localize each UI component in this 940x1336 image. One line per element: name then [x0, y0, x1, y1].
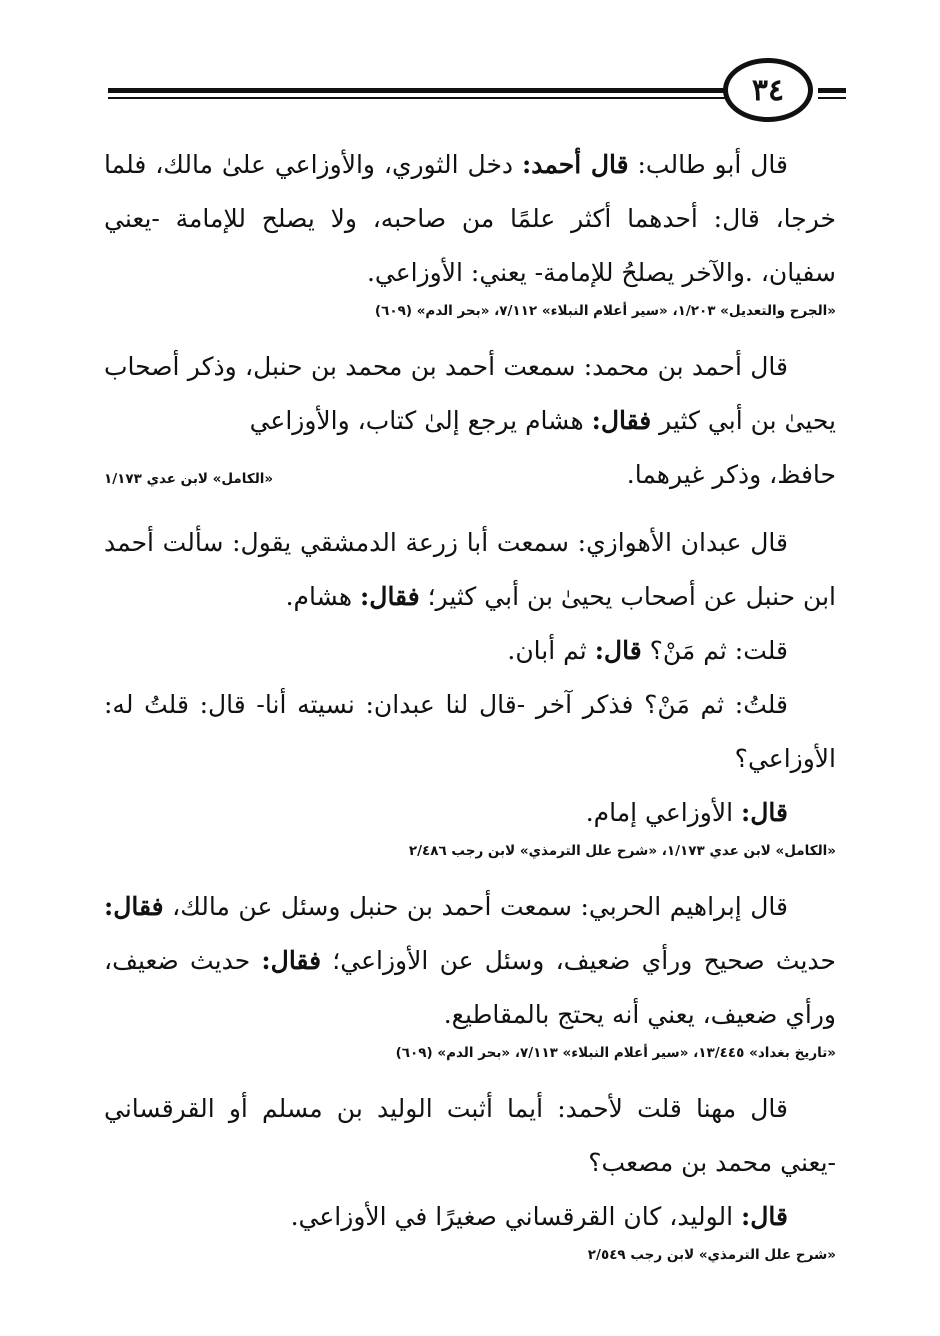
entry-3-p1-after: هشام. — [285, 582, 361, 611]
entry-2-lastline — [104, 448, 836, 502]
entry-3-p2-b: ثم أبان. — [507, 636, 595, 665]
entry-3-p4-after: الأوزاعي إمام. — [585, 798, 742, 827]
entry-3-p4-label: قال: — [741, 798, 788, 827]
header-rule-right-thick — [818, 88, 846, 93]
entry-4-text — [104, 880, 836, 1042]
page-body — [104, 138, 836, 1284]
entry-4-b: حديث صحيح ورأي ضعيف، وسئل عن الأوزاعي؛ — [321, 946, 836, 975]
entry-3-p2-a: قلت: ثم مَنْ؟ — [641, 636, 788, 665]
entry-1-citation: «الجرح والتعديل» ١/٢٠٣، «سير أعلام النبلاء» ٧/١١٢، «بحر الدم» (٦٠٩) — [374, 303, 836, 319]
entry-4-citation: «تاريخ بغداد» ١٣/٤٤٥، «سير أعلام النبلاء» ٧/١١٣، «بحر الدم» (٦٠٩) — [395, 1045, 836, 1061]
entry-3-p2-label: قال: — [594, 636, 642, 665]
page-header — [108, 58, 838, 134]
entry-1-seg-b: دخل الثوري، والأوزاعي علىٰ مالك، فلما خرجا، قال: أحدهما أكثر علمًا من صاحبه، ولا يصلح للإمامة -يعني سفيان، .والآخر يصلحُ للإمامة- يعني: الأوزاعي. — [104, 150, 836, 287]
entry-3-p3: قلتُ: ثم مَنْ؟ فذكر آخر -قال لنا عبدان: نسيته أنا- قال: قلتُ له: الأوزاعي؟ — [104, 690, 836, 773]
entry-2-label: فقال: — [591, 406, 652, 435]
entry-5 — [104, 1082, 836, 1270]
entry-4 — [104, 880, 836, 1068]
entry-2-last-text: حافظ، وذكر غيرهما. — [626, 460, 836, 489]
entry-5-p2 — [104, 1190, 836, 1244]
entry-3-p2 — [104, 624, 836, 678]
header-rule-thin — [108, 97, 728, 99]
entry-3-p1-main: قال عبدان الأهوازي: سمعت أبا زرعة الدمشقي يقول: سألت أحمد ابن حنبل عن أصحاب يحيىٰ بن أبي كثير؛ — [104, 528, 836, 611]
entry-4-c: حديث ضعيف، ورأي ضعيف، يعني أنه يحتج بالمقاطيع. — [104, 946, 836, 1029]
entry-5-citation: «شرح علل الترمذي» لابن رجب ٢/٥٤٩ — [587, 1247, 836, 1263]
entry-3-citation: «الكامل» لابن عدي ١/١٧٣، «شرح علل الترمذي» لابن رجب ٢/٤٨٦ — [408, 843, 836, 859]
entry-2 — [104, 340, 836, 502]
entry-3-p1 — [104, 516, 836, 624]
entry-5-p2-label: قال: — [741, 1202, 788, 1231]
page-number: ٣٤ — [723, 58, 813, 122]
entry-3-p1-label: فقال: — [360, 582, 420, 611]
entry-1-label: قال أحمد: — [521, 150, 629, 179]
entry-2-citation: «الكامل» لابن عدي ١/١٧٣ — [104, 471, 274, 487]
entry-4-label-1: فقال: — [104, 892, 164, 921]
entry-2-after: هشام يرجع إلىٰ كتاب، والأوزاعي — [249, 406, 592, 435]
header-rule-right-thin — [818, 97, 846, 99]
entry-1 — [104, 138, 836, 326]
entry-2-main: قال أحمد بن محمد: سمعت أحمد بن محمد بن حنبل، وذكر أصحاب يحيىٰ بن أبي كثير — [104, 352, 836, 435]
entry-1-seg-a: قال أبو طالب: — [628, 150, 788, 179]
header-rule-thick — [108, 88, 728, 93]
entry-4-label-2: فقال: — [261, 946, 322, 975]
entry-3 — [104, 516, 836, 866]
entry-3-p4 — [104, 786, 836, 840]
entry-5-p2-after: الوليد، كان القرقساني صغيرًا في الأوزاعي. — [290, 1202, 742, 1231]
entry-2-text — [104, 340, 836, 448]
entry-1-text — [104, 138, 836, 300]
entry-5-p1: قال مهنا قلت لأحمد: أيما أثبت الوليد بن مسلم أو القرقساني -يعني محمد بن مصعب؟ — [104, 1094, 836, 1177]
entry-4-a: قال إبراهيم الحربي: سمعت أحمد بن حنبل وسئل عن مالك، — [163, 892, 788, 921]
